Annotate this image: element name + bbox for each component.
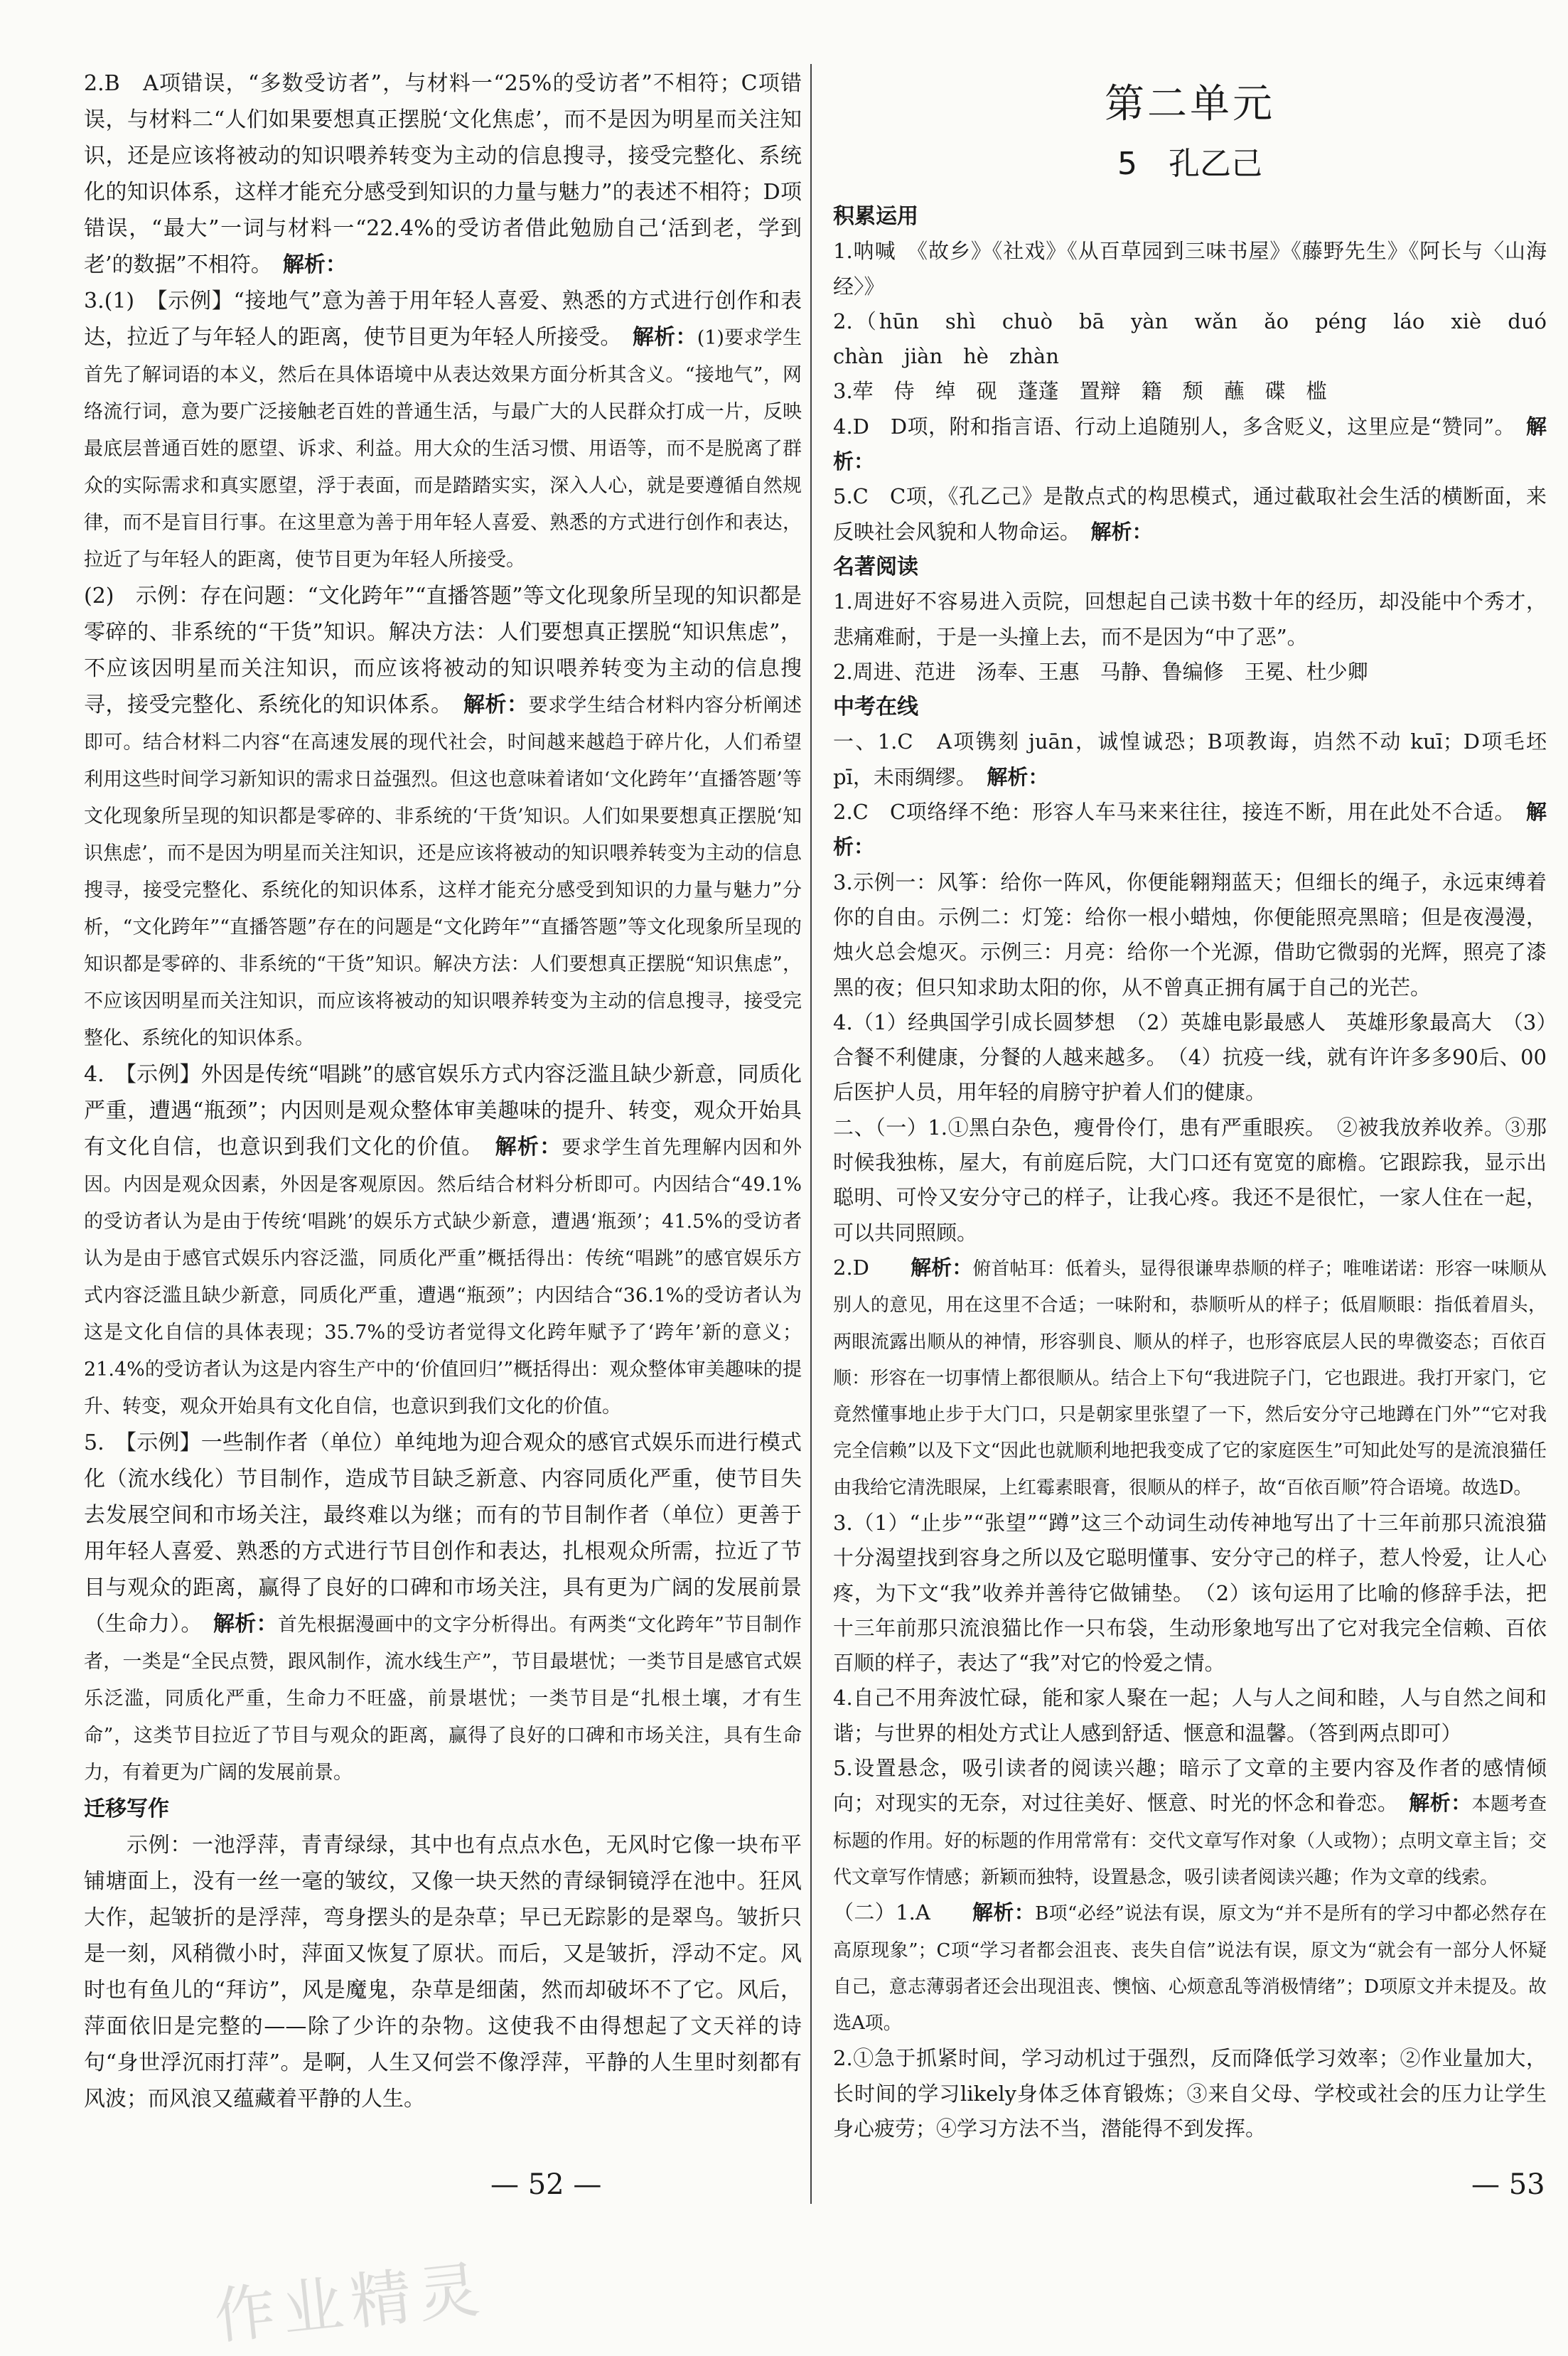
answer-label: 2.B [84, 71, 120, 96]
page-number-left: — 52 — [490, 2168, 602, 2201]
answer-text: A项错误，“多数受访者”，与材料一“25%的受访者”不相符；C项错误，与材料二“人们如果要想真正摆脱‘文化焦虑’，而不是因为明星而关注知识，还是应该将被动的知识喂养转变为主动的信息搜寻，接受完整化、系统化的知识体系，这样才能充分感受到知识的力量与魅力”的表述不相符；D项错误，“最大”一词与材料一“22.4%的受访者借此勉励自己‘活到老，学到老’的数据”不相符。 [84, 71, 802, 277]
answer-item [833, 1005, 1547, 1110]
answer-item [833, 234, 1547, 304]
answer-text: 4.（1）经典国学引成长圆梦想 （2）英雄电影最感人 英雄形象最高大 （3）合餐不利健康，分餐的人越来越多。 （4）抗疫一线，就有许许多多90后、00后医护人员，用年轻的肩膀守护着人们的健康。 [833, 1010, 1547, 1105]
answer-item [833, 1751, 1547, 1895]
answer-item [833, 865, 1547, 1005]
answer-item [84, 1056, 802, 1425]
answer-label: 4. [84, 1062, 104, 1087]
answer-label: 4.D [833, 414, 869, 439]
writing-sample: 示例：一池浮萍，青青绿绿，其中也有点点水色，无风时它像一块布平铺塘面上，没有一丝一毫的皱纹，又像一块天然的青绿铜镜浮在池中。狂风大作，起皱折的是浮萍，弯身摆头的是杂草；早已无踪影的是翠鸟。皱折只是一刻，风稍微小时，萍面又恢复了原状。而后，又是皱折，浮动不定。风时也有鱼儿的“拜访”，风是魔鬼，杂草是细菌，然而却破坏不了它。风后，萍面依旧是完整的——除了少许的杂物。这使我不由得想起了文天祥的诗句“身世浮沉雨打萍”。是啊，人生又何尝不像浮萍，平静的人生里时刻都有风波；而风浪又蕴藏着平静的人生。 [84, 1833, 802, 2111]
answer-text: 二、（一）1.①黑白杂色，瘦骨伶仃，患有严重眼疾。 ②被我放养收养。③那时候我独栋，屋大，有前庭后院，大门口还有宽宽的廊檐。它跟踪我，显示出聪明、可怜又安分守己的样子，让我心疼。我还不是很忙，一家人住在一起，可以共同照顾。 [833, 1115, 1547, 1245]
answer-text: 【示例】外因是传统“唱跳”的感官娱乐方式内容泛滥且缺少新意，同质化严重，遭遇“瓶颈”；内因则是观众整体审美趣味的提升、转变，观众开始具有文化自信，也意识到我们文化的价值。 [84, 1062, 802, 1160]
answer-item [84, 283, 802, 578]
analysis-text: (1)要求学生首先了解词语的本义，然后在具体语境中从表达效果方面分析其含义。“接地气”，网络流行词，意为要广泛接触老百姓的普通生活，与最广大的人民群众打成一片，反映最底层普通百姓的愿望、诉求、利益。用大众的生活习惯、用语等，而不是脱离了群众的实际需求和真实愿望，浮于表面，而是踏踏实实，深入人心，就是要遵循自然规律，而不是盲目行事。在这里意为善于用年轻人喜爱、熟悉的方式进行创作和表达，拉近了与年轻人的距离，使节目更为年轻人所接受。 [84, 327, 802, 571]
answer-label: 5.C [833, 484, 869, 509]
section-heading-accumulation: 积累运用 [833, 204, 918, 229]
answer-text: 3.示例一：风筝：给你一阵风，你便能翱翔蓝天；但细长的绳子，永远束缚着你的自由。示例二：灯笼：给你一根小蜡烛，你便能照亮黑暗；但是夜漫漫，烛火总会熄灭。示例三：月亮：给你一个光源，借助它微弱的光辉，照亮了漆黑的夜；但只知求助太阳的你，从不曾真正拥有属于自己的光芒。 [833, 869, 1547, 1000]
analysis-tag: 解析： [441, 692, 529, 717]
right-column [833, 65, 1568, 2146]
answer-label: 5. [84, 1430, 104, 1455]
answer-item [833, 584, 1547, 655]
unit-title: 第二单元 [1105, 81, 1275, 127]
answer-item [833, 655, 1547, 690]
answer-text: 5.设置悬念，吸引读者的阅读兴趣；暗示了文章的主要内容及作者的感情倾向；对现实的无奈，对过往美好、惬意、时光的怀念和眷恋。 [833, 1756, 1547, 1816]
answer-label: 3.(1) [84, 289, 135, 314]
answer-text: 【示例】一些制作者（单位）单纯地为迎合观众的感官式娱乐而进行模式化（流水线化）节目制作，造成节目缺乏新意、内容同质化严重，使节目失去发展空间和市场关注，最终难以为继；而有的节目制作者（单位）更善于用年轻人喜爱、熟悉的方式进行节目创作和表达，扎根观众所需，拉近了节目与观众的距离，赢得了良好的口碑和市场关注，具有更为广阔的发展前景（生命力）。 [84, 1430, 802, 1637]
answer-item [833, 1895, 1547, 2041]
lesson-title: 5 孔乙己 [1117, 146, 1262, 182]
answer-item [84, 578, 802, 1056]
watermark-logo: 作业精灵 [210, 2254, 490, 2353]
answer-item [84, 1425, 802, 1791]
analysis-tag: 解析： [951, 1900, 1036, 1925]
answer-text: D项，附和指言语、行动上追随别人，多含贬义，这里应是“赞同”。 [890, 414, 1505, 439]
analysis-tag: 解析： [1387, 1791, 1472, 1816]
answer-text: 2.周进、范进 汤奉、王惠 马静、鲁编修 王冕、杜少卿 [833, 659, 1368, 684]
answer-text: 【示例】“接地气”意为善于用年轻人喜爱、熟悉的方式进行创作和表达，拉近了与年轻人的距离，使节目更为年轻人所接受。 [84, 289, 802, 350]
analysis-tag: 解析： [611, 325, 697, 350]
answer-text: 1.周进好不容易进入贡院，回想起自己读书数十年的经历，却没能中个秀才，悲痛难耐，于是一头撞上去，而不是因为“中了恶”。 [833, 589, 1547, 649]
answer-item [833, 374, 1547, 409]
section-exam [833, 724, 1547, 2146]
answer-item [84, 65, 802, 283]
analysis-text: 首先根据漫画中的文字分析得出。有两类“文化跨年”节目制作者，一类是“全民点赞，跟风制作，流水线生产”，节目最堪忧；一类节目是感官式娱乐泛滥，同质化严重，生命力不旺盛，前景堪忧；一类节目是“扎根土壤，才有生命”，这类节目拉近了节目与观众的距离，赢得了良好的口碑和市场关注，具有生命力，有着更为广阔的发展前景。 [84, 1614, 802, 1784]
analysis-tag: 解析： [473, 1135, 562, 1160]
answer-item [833, 1251, 1547, 1506]
analysis-tag: 解析： [833, 800, 1547, 860]
answer-text: 2.（hūn shì chuò bā yàn wǎn ǎo péng láo xiè duó chàn jiàn hè zhàn [833, 309, 1568, 369]
answer-label: 2.D [833, 1255, 869, 1280]
analysis-tag: 解析： [191, 1612, 278, 1637]
answer-text: 2.①急于抓紧时间，学习动机过于强烈，反而降低学习效率；②作业量加大，长时间的学习likely身体乏体育锻炼；③来自父母、学校或社会的压力让学生身心疲劳；④学习方法不当，潜能得不到发挥。 [833, 2046, 1547, 2141]
answer-label: （二）1.A [833, 1900, 930, 1925]
answer-item [833, 1506, 1547, 1681]
analysis-text: 本题考查标题的作用。好的标题的作用常常有：交代文章写作对象（人或物）；点明文章主旨；交代文章写作情感；新颖而独特，设置悬念，吸引读者阅读兴趣；作为文章的线索。 [833, 1794, 1547, 1888]
answer-label: (2) [84, 584, 114, 609]
answer-text: 3.（1）“止步”“张望”“蹲”这三个动词生动传神地写出了十三年前那只流浪猫十分渴望找到容身之所以及它聪明懂事、安分守己的样子，惹人怜爱，让人心疼，为下文“我”收养并善待它做铺垫。 （2）该句运用了比喻的修辞手法，把十三年前那只流浪猫比作一只布袋，生动形象地写出了它对我完全信赖、百依百顺的样子，表达了“我”对它的怜爱之情。 [833, 1510, 1547, 1676]
answer-item [833, 1110, 1547, 1251]
column-divider [810, 64, 812, 2204]
analysis-tag: 解析： [1070, 519, 1153, 544]
answer-label: 2.C [833, 800, 869, 825]
analysis-text: 要求学生首先理解内因和外因。内因是观众因素，外因是客观原因。然后结合材料分析即可。内因结合“49.1%的受访者认为是由于传统‘唱跳’的娱乐方式缺少新意，遭遇‘瓶颈’；41.5%的受访者认为是由于感官式娱乐内容泛滥，同质化严重”概括得出：传统“唱跳”的感官娱乐方式内容泛滥且缺少新意，同质化严重，遭遇“瓶颈”；内因结合“36.1%的受访者认为这是文化自信的具体表现；35.7%的受访者觉得文化跨年赋予了‘跨年’新的意义；21.4%的受访者认为这是内容生产中的‘价值回归’”概括得出：观众整体审美趣味的提升、转变，观众开始具有文化自信，也意识到我们文化的价值。 [84, 1137, 802, 1418]
answer-text: A项镌刻 juān，诚惶诚恐；B项教诲，岿然不动 kuī；D项毛坯 pī，未雨绸缪。 [833, 729, 1547, 789]
page-number-right: — 53 [1471, 2168, 1545, 2201]
section-heading-exam: 中考在线 [833, 695, 918, 720]
analysis-text: 要求学生结合材料内容分析阐述即可。结合材料二内容“在高速发展的现代社会，时间越来越趋于碎片化，人们希望利用这些时间学习新知识的需求日益强烈。但这也意味着诸如‘文化跨年’‘直播答题’等文化现象所呈现的知识都是零碎的、非系统的‘干货’知识。人们如果要想真正摆脱‘知识焦虑’，而不是因为明星而关注知识，还是应该将被动的知识喂养转变为主动的信息搜寻，接受完整化、系统化的知识体系，这样才能充分感受到知识的力量与魅力”分析，“文化跨年”“直播答题”存在的问题是“文化跨年”“直播答题”等文化现象所呈现的知识都是零碎的、非系统的“干货”知识。解决方法：人们要想真正摆脱“知识焦虑”，不应该因明星而关注知识，而应该将被动的知识喂养转变为主动的信息搜寻，接受完整化、系统化的知识体系。 [84, 695, 802, 1049]
left-column [84, 65, 802, 2117]
answer-item [833, 1681, 1547, 1751]
analysis-tag: 解析： [966, 764, 1049, 789]
section-heading-writing: 迁移写作 [84, 1797, 169, 1821]
section-classics [833, 584, 1547, 690]
section-accumulation [833, 234, 1568, 550]
answer-item [833, 724, 1547, 795]
answer-item [833, 409, 1547, 480]
answer-text: 3.荦 侍 绰 砚 蓬蓬 置辩 籍 颓 蘸 碟 槛 [833, 379, 1327, 404]
analysis-tag: 解析： [833, 414, 1547, 474]
answer-label: 一、1.C [833, 729, 913, 754]
answer-text: 1.呐喊 《故乡》《社戏》《从百草园到三味书屋》《藤野先生》《阿长与〈山海经〉》 [833, 239, 1547, 299]
answer-item [833, 304, 1568, 375]
analysis-text: 俯首帖耳：低着头，显得很谦卑恭顺的样子；唯唯诺诺：形容一味顺从别人的意见，用在这里不合适；一味附和，恭顺听从的样子；低眉顺眼：指低着眉头，两眼流露出顺从的神情，形容驯良、顺从的样子，也形容底层人民的卑微姿态；百依百顺：形容在一切事情上都很顺从。结合上下句“我进院子门，它也跟进。我打开家门，它竟然懂事地止步于大门口，只是朝家里张望了一下，然后安分守己地蹲在门外”“它对我完全信赖”以及下文“因此也就顺利地把我变成了它的家庭医生”可知此处写的是流浪猫任由我给它清洗眼屎，上红霉素眼膏，很顺从的样子，故“百依百顺”符合语境。故选D。 [833, 1258, 1547, 1499]
analysis-tag: 解析： [261, 252, 347, 277]
answer-text: C项络绎不绝：形容人车马来来往往，接连不断，用在此处不合适。 [889, 800, 1505, 825]
answer-text: 示例：存在问题：“文化跨年”“直播答题”等文化现象所呈现的知识都是零碎的、非系统的“干货”知识。解决方法：人们要想真正摆脱“知识焦虑”，不应该因明星而关注知识，而应该将被动的知识喂养转变为主动的信息搜寻，接受完整化、系统化的知识体系。 [84, 584, 802, 717]
answer-item [833, 479, 1547, 550]
section-heading-classics: 名著阅读 [833, 554, 918, 579]
answer-item [833, 2041, 1547, 2146]
answer-item [833, 795, 1547, 865]
analysis-text: B项“必经”说法有误，原文为“并不是所有的学习中都必然存在高原现象”；C项“学习者都会沮丧、丧失自信”说法有误，原文为“就会有一部分人怀疑自己，意志薄弱者还会出现沮丧、懊恼、心烦意乱等消极情绪”；D项原文并未提及。故选A项。 [833, 1903, 1547, 2035]
answer-text: C项，《孔乙己》是散点式的构思模式，通过截取社会生活的横断面，来反映社会风貌和人物命运。 [833, 484, 1547, 544]
analysis-tag: 解析： [890, 1255, 973, 1280]
answer-text: 4.自己不用奔波忙碌，能和家人聚在一起；人与人之间和睦，人与自然之间和谐；与世界的相处方式让人感到舒适、惬意和温馨。（答到两点即可） [833, 1686, 1547, 1745]
